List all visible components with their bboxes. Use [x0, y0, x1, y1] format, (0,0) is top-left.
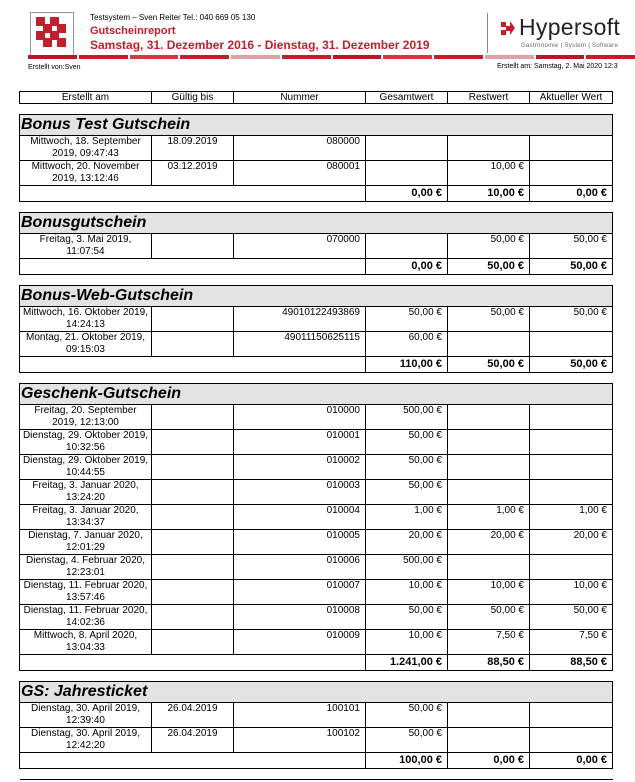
system-line: Testsystem – Sven Reiter Tel.: 040 669 05 130: [90, 13, 256, 22]
cell-rest: 50,00 €: [448, 234, 530, 259]
cell-valid: [152, 234, 234, 259]
group-spacer: [20, 373, 613, 384]
cell-current: [530, 161, 613, 186]
cell-rest: [448, 480, 530, 505]
total-sum: 110,00 €: [366, 357, 448, 373]
cell-rest: 10,00 €: [448, 161, 530, 186]
rest-sum: 50,00 €: [448, 259, 530, 275]
cell-total: 10,00 €: [366, 580, 448, 605]
rest-sum: 0,00 €: [448, 753, 530, 769]
table-row: [20, 605, 613, 630]
cell-total: 10,00 €: [366, 630, 448, 655]
table-row: [20, 405, 613, 430]
brand-name: Hypersoft: [519, 14, 621, 40]
report-title: Gutscheinreport: [90, 25, 176, 37]
group-total-row: [20, 753, 613, 769]
group-spacer: [20, 769, 613, 780]
cell-created: Montag, 21. Oktober 2019, 09:15:03: [20, 332, 152, 357]
cell-number: 070000: [234, 234, 366, 259]
cell-number: 100102: [234, 728, 366, 753]
cell-valid: [152, 405, 234, 430]
cell-rest: [448, 728, 530, 753]
cell-valid: 26.04.2019: [152, 703, 234, 728]
rest-sum: 50,00 €: [448, 357, 530, 373]
table-row: [20, 136, 613, 161]
voucher-report-table: [19, 91, 613, 782]
cell-total: 20,00 €: [366, 530, 448, 555]
cell-valid: [152, 530, 234, 555]
cell-total: 500,00 €: [366, 555, 448, 580]
cell-created: Freitag, 3. Mai 2019, 11:07:54: [20, 234, 152, 259]
header-divider: [487, 13, 488, 53]
table-row: [20, 332, 613, 357]
group-total-row: [20, 186, 613, 202]
cell-total: 50,00 €: [366, 455, 448, 480]
cell-valid: 18.09.2019: [152, 136, 234, 161]
cell-number: 010007: [234, 580, 366, 605]
col-header-total: Gesamtwert: [366, 92, 448, 104]
cell-valid: [152, 455, 234, 480]
cell-total: 50,00 €: [366, 430, 448, 455]
group-header-row: [20, 115, 613, 136]
current-sum: 0,00 €: [530, 186, 613, 202]
cell-created: Dienstag, 4. Februar 2020, 12:23:01: [20, 555, 152, 580]
total-sum: 100,00 €: [366, 753, 448, 769]
cell-rest: [448, 430, 530, 455]
table-header-row: [20, 92, 613, 104]
cell-current: [530, 455, 613, 480]
cell-current: [530, 728, 613, 753]
company-logo: [30, 12, 74, 56]
cell-number: 010009: [234, 630, 366, 655]
cell-number: 010003: [234, 480, 366, 505]
group-title: GS: Jahresticket: [20, 682, 613, 703]
cell-created: Mittwoch, 16. Oktober 2019, 14:24:13: [20, 307, 152, 332]
cell-valid: [152, 430, 234, 455]
group-title: Bonus-Web-Gutschein: [20, 286, 613, 307]
group-title: Bonus Test Gutschein: [20, 115, 613, 136]
cell-valid: [152, 555, 234, 580]
cell-created: Dienstag, 7. Januar 2020, 12:01:29: [20, 530, 152, 555]
group-total-row: [20, 655, 613, 671]
cell-total: 60,00 €: [366, 332, 448, 357]
table-row: [20, 161, 613, 186]
cell-current: [530, 332, 613, 357]
cell-rest: 10,00 €: [448, 580, 530, 605]
cell-number: 49010122493869: [234, 307, 366, 332]
cell-created: Freitag, 20. September 2019, 12:13:00: [20, 405, 152, 430]
cell-rest: 50,00 €: [448, 605, 530, 630]
cell-rest: [448, 332, 530, 357]
cell-created: Dienstag, 29. Oktober 2019, 10:44:55: [20, 455, 152, 480]
cell-created: Freitag, 3. Januar 2020, 13:34:37: [20, 505, 152, 530]
group-spacer: [20, 275, 613, 286]
cell-number: 010005: [234, 530, 366, 555]
cell-rest: [448, 405, 530, 430]
total-spacer: [20, 259, 366, 275]
table-row: [20, 455, 613, 480]
group-title: Geschenk-Gutschein: [20, 384, 613, 405]
cell-valid: [152, 630, 234, 655]
hypersoft-mark-icon: [500, 20, 516, 36]
cell-total: 50,00 €: [366, 703, 448, 728]
cell-total: 50,00 €: [366, 307, 448, 332]
col-header-rest: Restwert: [448, 92, 530, 104]
table-row: [20, 234, 613, 259]
report-header: [0, 0, 635, 75]
group-total-row: [20, 259, 613, 275]
group-spacer: [20, 202, 613, 213]
cell-created: Dienstag, 11. Februar 2020, 14:02:36: [20, 605, 152, 630]
rest-sum: 88,50 €: [448, 655, 530, 671]
col-header-valid: Gültig bis: [152, 92, 234, 104]
cell-number: 100101: [234, 703, 366, 728]
col-header-current: Aktueller Wert: [530, 92, 613, 104]
rest-sum: 10,00 €: [448, 186, 530, 202]
cell-rest: [448, 703, 530, 728]
cell-current: 50,00 €: [530, 234, 613, 259]
cell-created: Dienstag, 11. Februar 2020, 13:57:46: [20, 580, 152, 605]
cell-rest: 7,50 €: [448, 630, 530, 655]
cell-created: Mittwoch, 18. September 2019, 09:47:43: [20, 136, 152, 161]
cell-valid: [152, 580, 234, 605]
cell-created: Mittwoch, 20. November 2019, 13:12:46: [20, 161, 152, 186]
table-row: [20, 703, 613, 728]
created-by: Erstellt von:Sven: [28, 64, 81, 71]
cell-current: [530, 136, 613, 161]
cell-current: 1,00 €: [530, 505, 613, 530]
col-header-number: Nummer: [234, 92, 366, 104]
current-sum: 88,50 €: [530, 655, 613, 671]
cell-rest: 1,00 €: [448, 505, 530, 530]
table-row: [20, 505, 613, 530]
group-total-row: [20, 357, 613, 373]
table-row: [20, 307, 613, 332]
date-range: Samstag, 31. Dezember 2016 - Dienstag, 31. Dezember 2019: [90, 38, 430, 52]
cell-rest: 50,00 €: [448, 307, 530, 332]
cell-number: 080001: [234, 161, 366, 186]
cell-valid: [152, 332, 234, 357]
table-row: [20, 580, 613, 605]
group-title: Bonusgutschein: [20, 213, 613, 234]
cell-number: 010006: [234, 555, 366, 580]
cell-current: [530, 430, 613, 455]
cell-current: [530, 480, 613, 505]
cell-valid: [152, 505, 234, 530]
cell-created: Dienstag, 30. April 2019, 12:42:20: [20, 728, 152, 753]
cell-rest: [448, 136, 530, 161]
cell-current: [530, 703, 613, 728]
cell-number: 49011150625115: [234, 332, 366, 357]
cell-rest: [448, 555, 530, 580]
cell-valid: [152, 605, 234, 630]
cell-total: [366, 234, 448, 259]
cell-created: Freitag, 3. Januar 2020, 13:24:20: [20, 480, 152, 505]
cell-number: 080000: [234, 136, 366, 161]
group-header-row: [20, 384, 613, 405]
cell-current: 7,50 €: [530, 630, 613, 655]
total-sum: 0,00 €: [366, 259, 448, 275]
cell-valid: 26.04.2019: [152, 728, 234, 753]
total-spacer: [20, 357, 366, 373]
cell-current: 50,00 €: [530, 605, 613, 630]
table-row: [20, 630, 613, 655]
cell-created: Dienstag, 29. Oktober 2019, 10:32:56: [20, 430, 152, 455]
cell-created: Dienstag, 30. April 2019, 12:39:40: [20, 703, 152, 728]
cell-number: 010001: [234, 430, 366, 455]
cell-current: [530, 405, 613, 430]
col-header-created: Erstellt am: [20, 92, 152, 104]
total-spacer: [20, 655, 366, 671]
table-row: [20, 555, 613, 580]
table-row: [20, 728, 613, 753]
cell-number: 010000: [234, 405, 366, 430]
created-at: Erstellt am: Samstag, 2. Mai 2020 12:3: [497, 63, 618, 70]
cell-total: [366, 161, 448, 186]
cell-created: Mittwoch, 8. April 2020, 13:04:33: [20, 630, 152, 655]
current-sum: 0,00 €: [530, 753, 613, 769]
header-color-bar: [28, 55, 635, 59]
total-sum: 1.241,00 €: [366, 655, 448, 671]
table-row: [20, 480, 613, 505]
cell-rest: 20,00 €: [448, 530, 530, 555]
cell-valid: [152, 307, 234, 332]
cell-total: 500,00 €: [366, 405, 448, 430]
cell-number: 010004: [234, 505, 366, 530]
brand-tagline: Gastronomie | System | Software: [521, 43, 619, 49]
cell-total: 50,00 €: [366, 605, 448, 630]
cell-current: 50,00 €: [530, 307, 613, 332]
current-sum: 50,00 €: [530, 259, 613, 275]
group-header-row: [20, 286, 613, 307]
group-spacer: [20, 671, 613, 682]
table-row: [20, 530, 613, 555]
group-spacer: [20, 104, 613, 115]
cell-valid: [152, 480, 234, 505]
group-header-row: [20, 682, 613, 703]
cell-total: 1,00 €: [366, 505, 448, 530]
total-sum: 0,00 €: [366, 186, 448, 202]
cell-number: 010008: [234, 605, 366, 630]
total-spacer: [20, 753, 366, 769]
total-spacer: [20, 186, 366, 202]
cell-total: 50,00 €: [366, 728, 448, 753]
cell-current: [530, 555, 613, 580]
table-row: [20, 430, 613, 455]
cell-valid: 03.12.2019: [152, 161, 234, 186]
cell-total: 50,00 €: [366, 480, 448, 505]
cell-rest: [448, 455, 530, 480]
cell-current: 10,00 €: [530, 580, 613, 605]
cell-total: [366, 136, 448, 161]
group-header-row: [20, 213, 613, 234]
cell-current: 20,00 €: [530, 530, 613, 555]
current-sum: 50,00 €: [530, 357, 613, 373]
cell-number: 010002: [234, 455, 366, 480]
